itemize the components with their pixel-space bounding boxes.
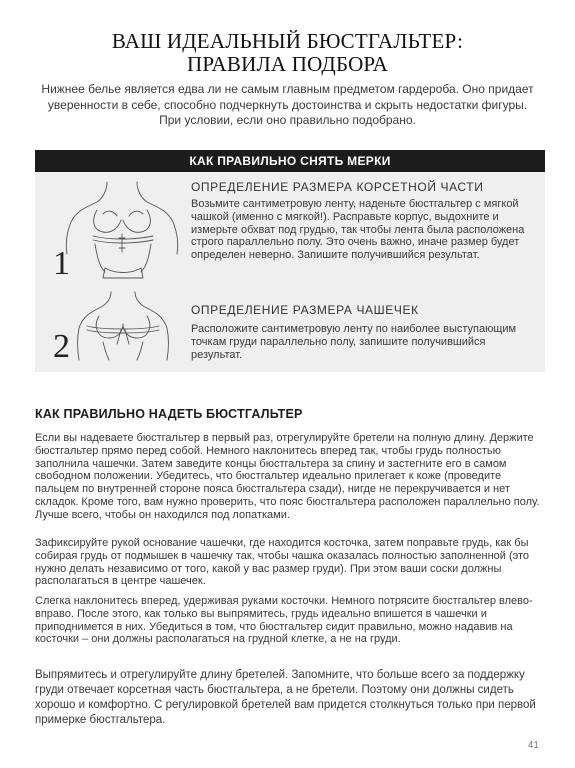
wear-paragraph-2: Зафиксируйте рукой основание чашечки, где находится косточка, затем поправьте грудь, как бы собирая грудь от подмышек в чашечку так, чтобы чашка оказалась полностью заполненной (это нужно делать независимо от того, какой у вас размер груди). При этом ваши соски должны располагаться в центре чашечек. [35,537,530,588]
wear-paragraph-3: Слегка наклонитесь вперед, удерживая руками косточки. Немного потрясите бюстгальтер влево-вправо. После этого, как только вы выпрямитесь, грудь идеально впишется в чашечки и приподнимется в них. Убедиться в том, что бюстгальтер сидит правильно, можно надавив на косточки – они должны располагаться на грудной клетке, а не на груди. [35,595,533,646]
page-number: 41 [527,740,539,751]
intro-text: Нижнее белье является едва ли не самым главным предметом гардероба. Оно придает уверенности в себе, способно подчеркнуть достоинства и скрыть недостатки фигуры. При условии, если оно правильно подобрано. [41,82,534,127]
step-1-title: ОПРЕДЕЛЕНИЕ РАЗМЕРА КОРСЕТНОЙ ЧАСТИ [191,180,484,194]
figure-torso-underbust-illustration [63,180,181,280]
title-line-1: ВАШ ИДЕАЛЬНЫЙ БЮСТГАЛЬТЕР: [111,29,464,53]
figure-bust-measure-illustration [73,290,173,362]
page-title [0,30,575,76]
wear-heading: КАК ПРАВИЛЬНО НАДЕТЬ БЮСТГАЛЬТЕР [35,407,303,421]
measure-heading: КАК ПРАВИЛЬНО СНЯТЬ МЕРКИ [35,150,545,172]
measure-panel [35,150,545,372]
wear-paragraph-4: Выпрямитесь и отрегулируйте длину бретелей. Запомните, что больше всего за поддержку груди отвечает корсетная часть бюстгальтера, а не бретели. Поэтому они должны сидеть хорошо и комфортно. С регулировкой бретелей вам придется столкнуться только при первой примерке бюстгальтера. [35,669,536,726]
step-2-title: ОПРЕДЕЛЕНИЕ РАЗМЕРА ЧАШЕЧЕК [191,303,419,317]
step-number-1: 1 [53,245,70,282]
step-2-text: Расположите сантиметровую ленту по наиболее выступающим точкам груди параллельно полу, запишите получившийся результат. [191,323,517,361]
step-number-2: 2 [53,328,70,365]
title-line-2: ПРАВИЛА ПОДБОРА [186,52,388,76]
wear-paragraph-1: Если вы надеваете бюстгальтер в первый раз, отрегулируйте бретели на полную длину. Держите бюстгальтер прямо перед собой. Немного наклонитесь вперед так, чтобы грудь полностью заполнила чашечки. Затем заведите концы бюстгальтера за спину и застегните его в самом свободном положении. Убедитесь, что бюстгальтер идеально прилегает к коже (проведите пальцем по внутренней стороне пояса бюстгальтера сзади), нигде не перекручивается и нет складок. Кроме того, вам нужно проверить, что пояс бюстгальтера расположен параллельно полу. Лучше всего, чтобы он находился под лопатками. [35,432,540,521]
step-1-text: Возьмите сантиметровую ленту, наденьте бюстгальтер с мягкой чашкой (именно с мягкой!). Расправьте корпус, выдохните и измерьте обхват под грудью, так чтобы лента была расположена строго параллельно полу. Это очень важно, иначе размер будет определен неверно. Запишите получившийся результат. [191,198,525,262]
